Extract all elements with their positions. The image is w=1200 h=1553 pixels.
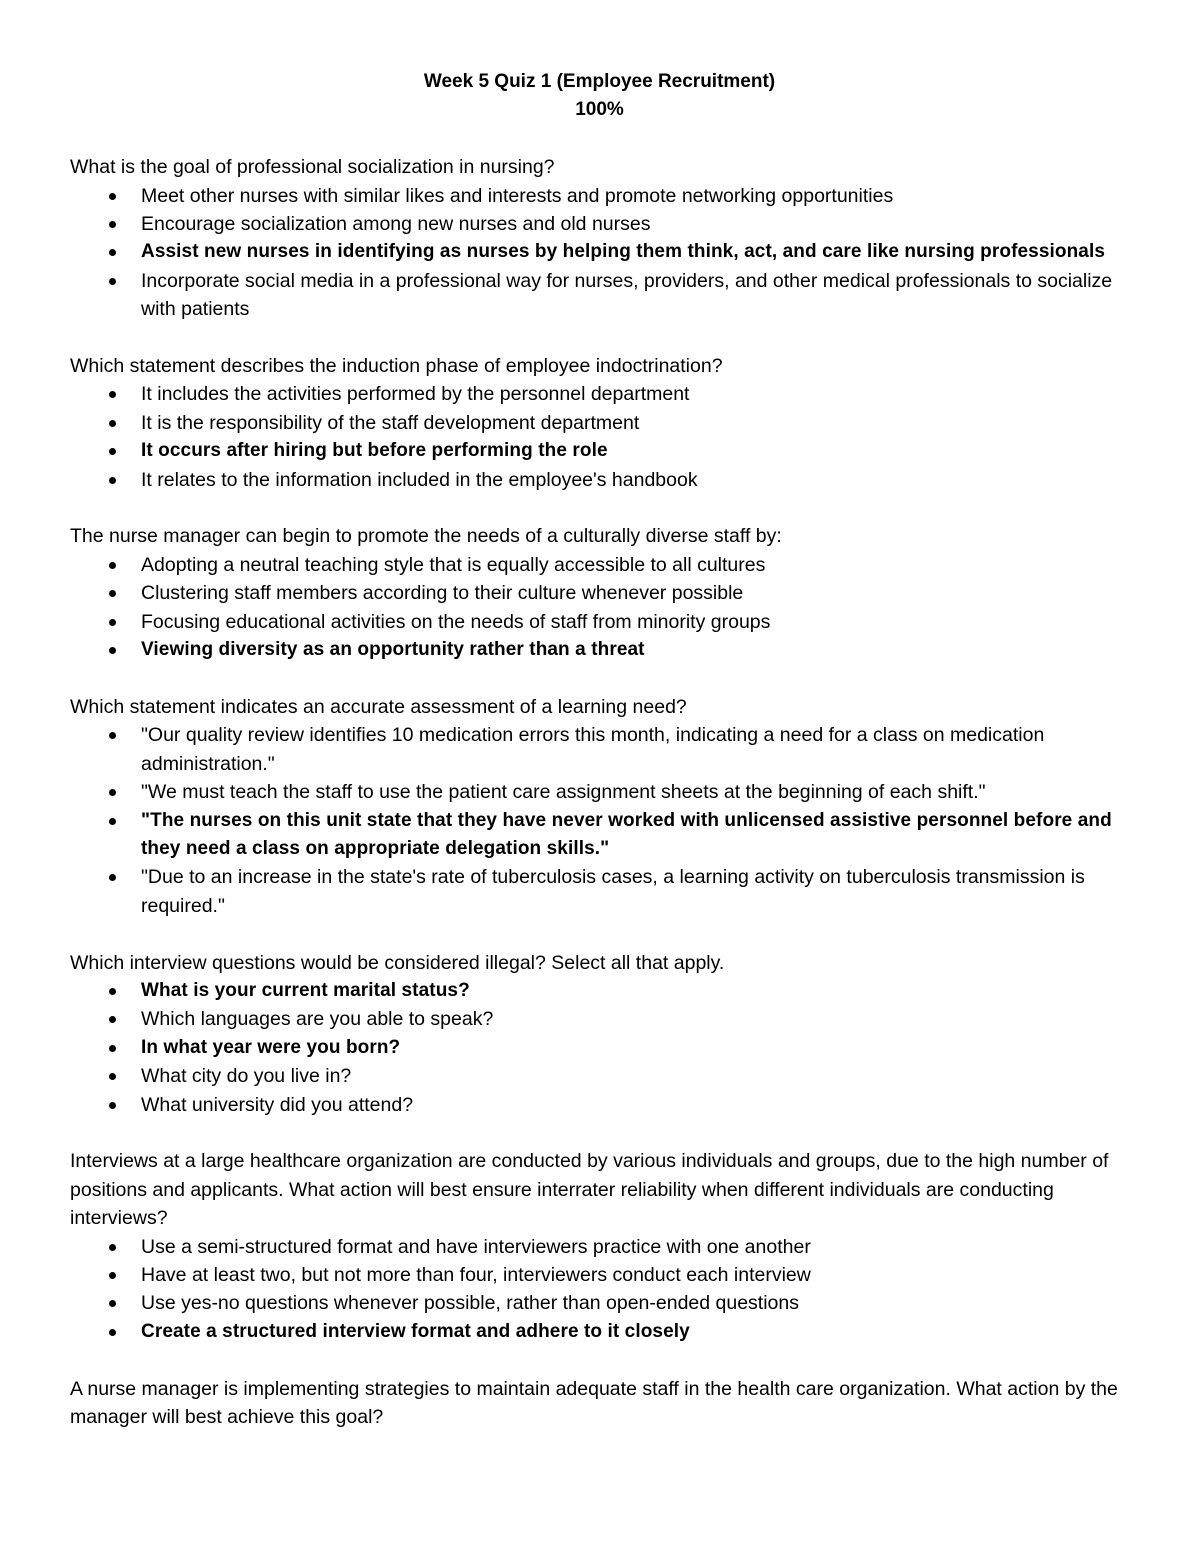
- answer-option: [70, 1091, 1135, 1119]
- answer-option: [70, 409, 1135, 437]
- bullet-icon: [109, 391, 116, 398]
- answer-option-text: Incorporate social media in a professional way for nurses, providers, and other medical professionals to socialize with patients: [141, 269, 1113, 321]
- bullet-icon: [109, 619, 116, 626]
- answer-option-text: Assist new nurses in identifying as nurses by helping them think, act, and care like nursing professionals: [141, 241, 1106, 263]
- bullet-icon: [109, 221, 116, 228]
- document-page: [70, 68, 1135, 1431]
- bullet-icon: [109, 789, 116, 796]
- answer-option: [70, 778, 1135, 806]
- answer-options: [70, 551, 1135, 665]
- bullet-icon: [109, 1272, 116, 1279]
- bullet-icon: [109, 874, 116, 881]
- answer-options: [70, 380, 1135, 494]
- answer-option-text: Focusing educational activities on the needs of staff from minority groups: [141, 610, 771, 633]
- answer-options: [70, 977, 1135, 1119]
- bullet-icon: [109, 732, 116, 739]
- answer-option: [70, 721, 1135, 778]
- answer-option-text: What university did you attend?: [141, 1093, 414, 1116]
- answer-option-correct: [70, 1318, 1135, 1346]
- question-block: [70, 949, 1135, 1119]
- answer-option: [70, 1062, 1135, 1090]
- answer-option: [70, 380, 1135, 408]
- question-prompt: Which statement indicates an accurate assessment of a learning need?: [70, 695, 687, 718]
- answer-option-text: It is the responsibility of the staff development department: [141, 411, 640, 434]
- question-block: [70, 1375, 1135, 1432]
- answer-option: [70, 608, 1135, 636]
- bullet-icon: [109, 1045, 116, 1052]
- answer-option-text: It includes the activities performed by the personnel department: [141, 383, 690, 406]
- bullet-icon: [109, 1244, 116, 1251]
- answer-option-text: What is your current marital status?: [141, 979, 470, 1001]
- bullet-icon: [109, 448, 116, 455]
- answer-option-correct: [70, 977, 1135, 1005]
- question-prompt: Which statement describes the induction phase of employee indoctrination?: [70, 355, 723, 378]
- question-block: [70, 352, 1135, 494]
- bullet-icon: [109, 988, 116, 995]
- answer-option-text: Clustering staff members according to their culture whenever possible: [141, 582, 744, 605]
- answer-option: [70, 1233, 1135, 1261]
- bullet-icon: [109, 1102, 116, 1109]
- question-prompt: The nurse manager can begin to promote the needs of a culturally diverse staff by:: [70, 525, 782, 548]
- question-block: [70, 153, 1135, 323]
- answer-option-text: Meet other nurses with similar likes and interests and promote networking opportunities: [141, 184, 894, 207]
- bullet-icon: [109, 1300, 116, 1307]
- answer-option-correct: [70, 437, 1135, 465]
- answer-option: [70, 1261, 1135, 1289]
- answer-option-correct: [70, 636, 1135, 664]
- answer-option-text: "Our quality review identifies 10 medication errors this month, indicating a need for a class on medication administration.": [141, 724, 1045, 775]
- answer-option-text: Adopting a neutral teaching style that is equally accessible to all cultures: [141, 553, 766, 576]
- answer-option-text: Use a semi-structured format and have interviewers practice with one another: [141, 1235, 811, 1258]
- answer-option-text: "The nurses on this unit state that they have never worked with unlicensed assistive personnel before and they need a class on appropriate delegation skills.": [141, 809, 1112, 859]
- answer-option-text: "We must teach the staff to use the patient care assignment sheets at the beginning of each shift.": [141, 781, 986, 804]
- answer-option: [70, 579, 1135, 607]
- answer-option-text: Use yes-no questions whenever possible, rather than open-ended questions: [141, 1292, 800, 1315]
- answer-options: [70, 721, 1135, 920]
- bullet-icon: [109, 420, 116, 427]
- answer-option-text: It relates to the information included in the employee's handbook: [141, 468, 698, 491]
- answer-option-text: Create a structured interview format and adhere to it closely: [141, 1320, 690, 1342]
- bullet-icon: [109, 1016, 116, 1023]
- answer-option-correct: [70, 238, 1135, 266]
- answer-options: [70, 182, 1135, 324]
- bullet-icon: [109, 1073, 116, 1080]
- bullet-icon: [109, 249, 116, 256]
- question-prompt: What is the goal of professional socialization in nursing?: [70, 156, 555, 179]
- answer-option-text: In what year were you born?: [141, 1036, 401, 1058]
- answer-option: [70, 466, 1135, 494]
- question-prompt: A nurse manager is implementing strategies to maintain adequate staff in the health care organization. What action by the manager will best achieve this goal?: [70, 1377, 1118, 1428]
- answer-option: [70, 1005, 1135, 1033]
- bullet-icon: [109, 590, 116, 597]
- answer-option-text: Which languages are you able to speak?: [141, 1008, 494, 1031]
- document-header: [64, 68, 1135, 125]
- question-block: [70, 1147, 1135, 1346]
- question-prompt: Interviews at a large healthcare organization are conducted by various individuals and groups, due to the high number of positions and applicants. What action will best ensure interrater reliability when different individuals are conducting interviews?: [70, 1150, 1109, 1230]
- question-prompt: Which interview questions would be considered illegal? Select all that apply.: [70, 951, 725, 974]
- answer-option: [70, 267, 1135, 324]
- bullet-icon: [109, 278, 116, 285]
- bullet-icon: [109, 477, 116, 484]
- quiz-title: Week 5 Quiz 1 (Employee Recruitment): [423, 71, 776, 92]
- bullet-icon: [109, 1329, 116, 1336]
- answer-option-text: What city do you live in?: [141, 1065, 352, 1088]
- answer-option-text: It occurs after hiring but before performing the role: [141, 440, 608, 462]
- bullet-icon: [109, 647, 116, 654]
- answer-option: [70, 210, 1135, 238]
- question-block: [70, 693, 1135, 920]
- bullet-icon: [109, 818, 116, 825]
- answer-option-text: "Due to an increase in the state's rate of tuberculosis cases, a learning activity on tuberculosis transmission is required.": [141, 866, 1085, 917]
- answer-option-text: Have at least two, but not more than four, interviewers conduct each interview: [141, 1263, 811, 1286]
- bullet-icon: [109, 193, 116, 200]
- answer-options: [70, 1233, 1135, 1347]
- answer-option-correct: [70, 807, 1135, 864]
- bullet-icon: [109, 562, 116, 569]
- answer-option: [70, 863, 1135, 920]
- answer-option-text: Viewing diversity as an opportunity rather than a threat: [141, 639, 645, 661]
- question-list: [70, 153, 1135, 1431]
- answer-option-text: Encourage socialization among new nurses and old nurses: [141, 213, 651, 236]
- answer-option: [70, 1289, 1135, 1317]
- answer-option: [70, 182, 1135, 210]
- answer-option-correct: [70, 1034, 1135, 1062]
- question-block: [70, 522, 1135, 664]
- answer-option: [70, 551, 1135, 579]
- quiz-score: 100%: [575, 99, 624, 121]
